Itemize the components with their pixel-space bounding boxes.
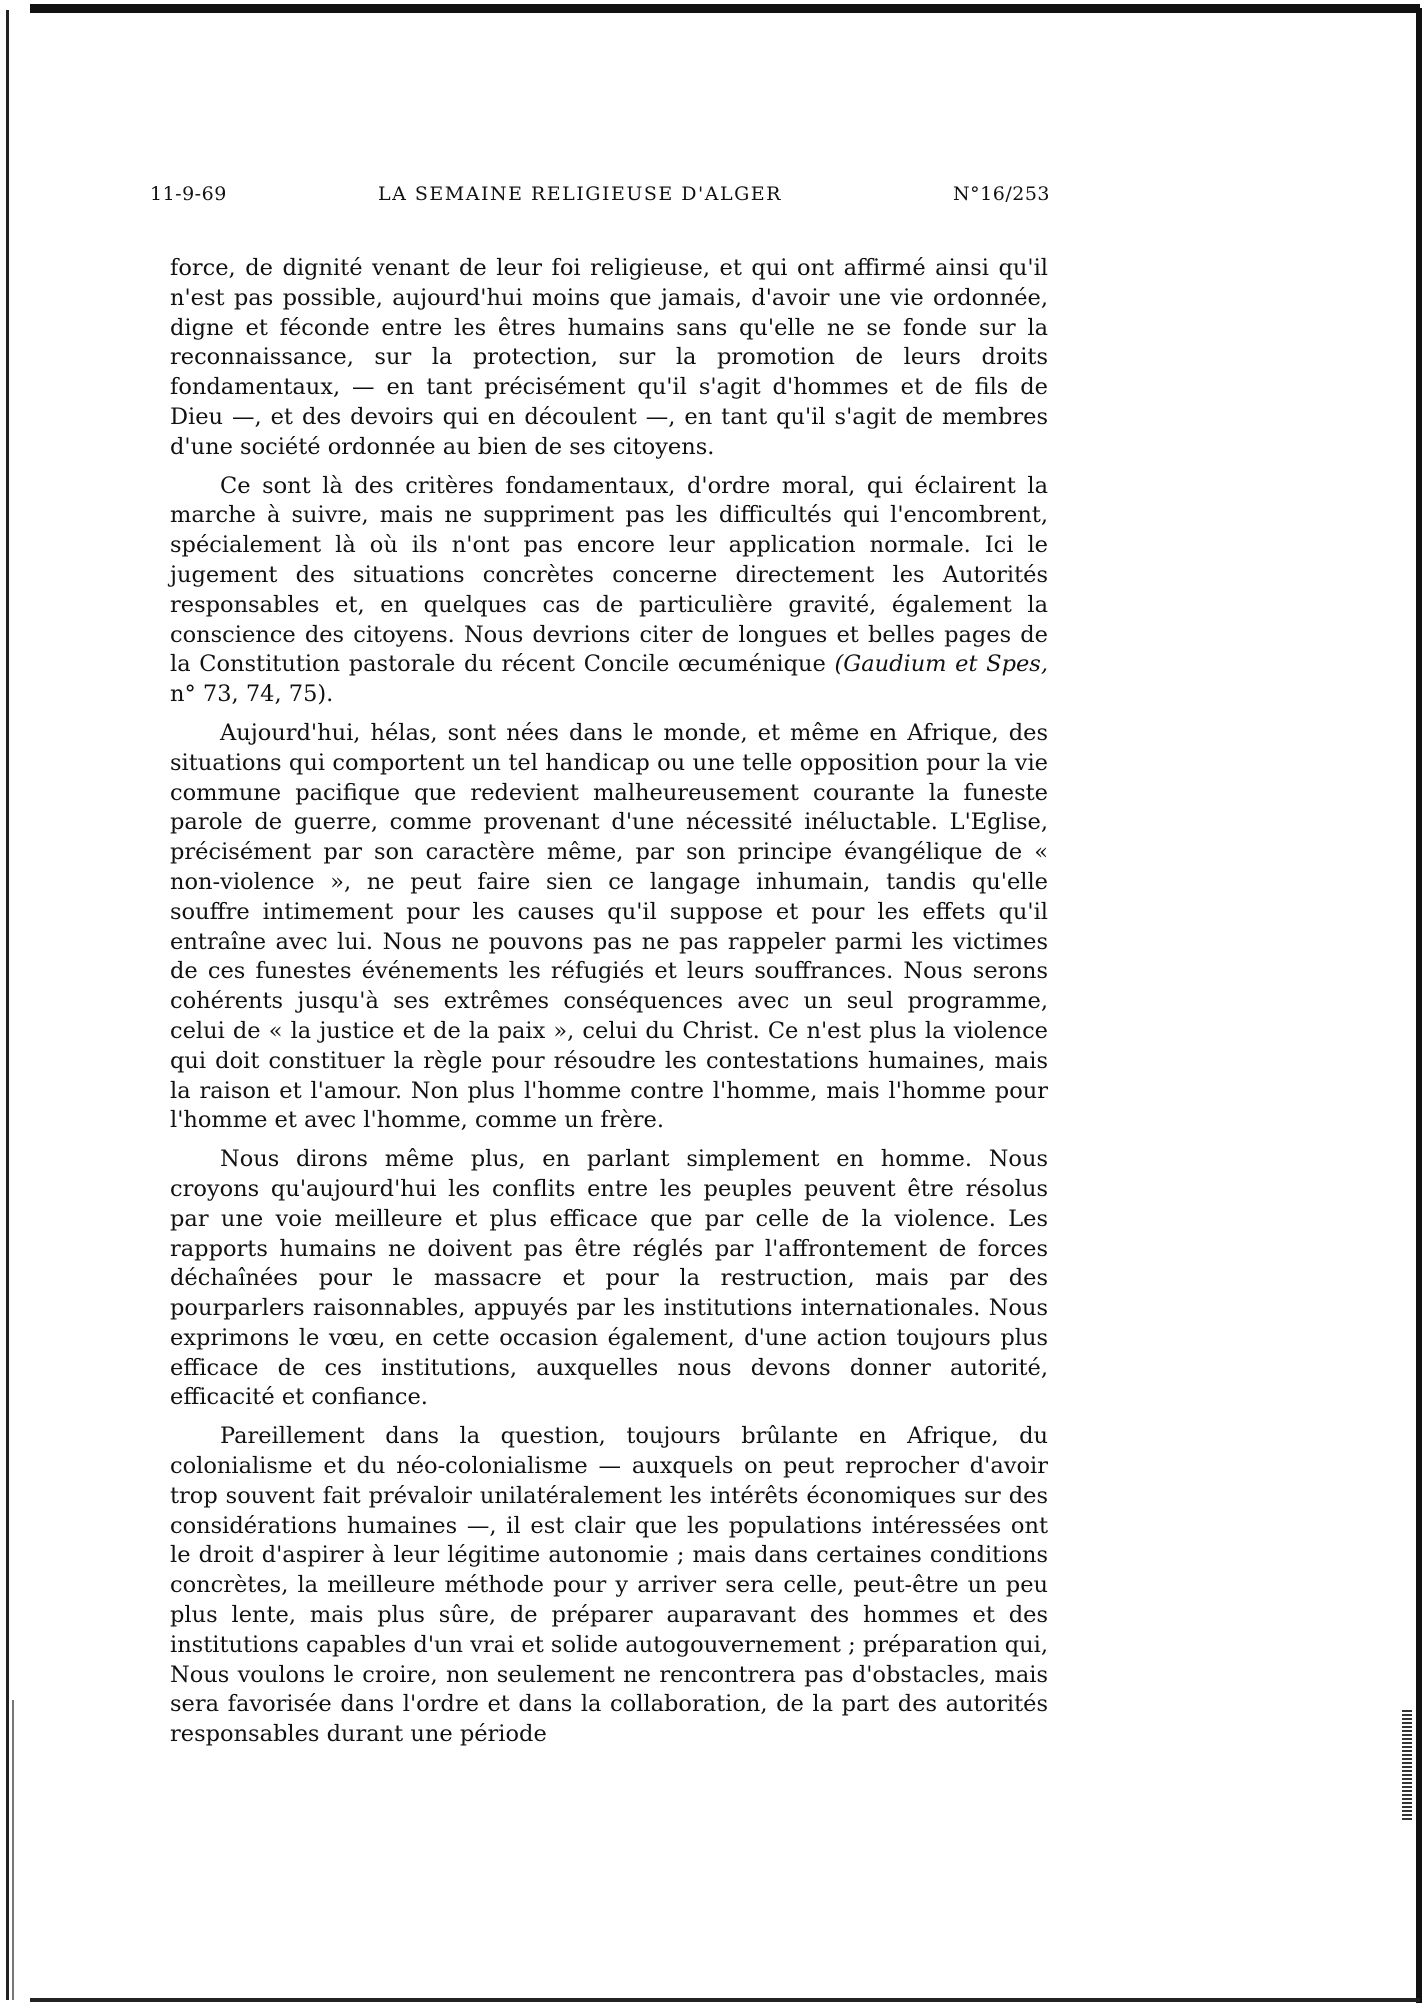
citation-title: (Gaudium et Spes, <box>834 651 1048 678</box>
scan-artifact <box>1402 1710 1412 1820</box>
scan-border-left-inner <box>12 1700 14 2000</box>
issue-number: N°16/253 <box>953 183 1050 205</box>
issue-date: 11-9-69 <box>150 183 227 205</box>
paragraph-text: Ce sont là des critères fondamentaux, d'ordre moral, qui éclairent la marche à suivre, mais ne suppriment pas les difficultés qui l'encombrent, spécialement là où ils n'ont pas encore leur application normale. Ici le jugement des situations concrètes concerne directement les Autorités responsables et, en quelques cas de particulière gravité, également la conscience des citoyens. Nous devrions citer de longues et belles pages de la Constitution pastorale du récent Concile œcuménique <box>170 472 1048 678</box>
paragraph <box>170 472 1048 710</box>
paragraph: force, de dignité venant de leur foi religieuse, et qui ont affirmé ainsi qu'il n'est pas possible, aujourd'hui moins que jamais, d'avoir une vie ordonnée, digne et féconde entre les êtres humains sans qu'elle ne se fonde sur la reconnaissance, sur la protection, sur la promotion de leurs droits fondamentaux, — en tant précisément qu'il s'agit d'hommes et de fils de Dieu —, et des devoirs qui en découlent —, en tant qu'il s'agit de membres d'une société ordonnée au bien de ses citoyens. <box>170 255 1048 460</box>
article-body <box>170 254 1048 1759</box>
scan-border-right <box>1416 8 1422 2003</box>
scan-border-bottom <box>30 1998 1420 2002</box>
citation-ref: n° 73, 74, 75). <box>170 681 334 708</box>
scan-border-left <box>6 10 9 2000</box>
scan-border-top <box>30 4 1420 13</box>
paragraph: Pareillement dans la question, toujours brûlante en Afrique, du colonialisme et du néo-colonialisme — auxquels on peut reprocher d'avoir trop souvent fait prévaloir unilatéralement les intérêts économiques sur des considérations humaines —, il est clair que les populations intéressées ont le droit d'aspirer à leur légitime autonomie ; mais dans certaines conditions concrètes, la meilleure méthode pour y arriver sera celle, peut-être un peu plus lente, mais plus sûre, de préparer auparavant des hommes et des institutions capables d'un vrai et solide autogouvernement ; préparation qui, Nous voulons le croire, non seulement ne rencontrera pas d'obstacles, mais sera favorisée dans l'ordre et dans la collaboration, de la part des autorités responsables durant une période <box>170 1423 1048 1748</box>
page-header <box>150 183 1050 213</box>
paragraph: Nous dirons même plus, en parlant simplement en homme. Nous croyons qu'aujourd'hui les conflits entre les peuples peuvent être résolus par une voie meilleure et plus efficace que par celle de la violence. Les rapports humains ne doivent pas être réglés par l'affrontement de forces déchaînées pour le massacre et pour la restruction, mais par des pourparlers raisonnables, appuyés par les institutions internationales. Nous exprimons le vœu, en cette occasion également, d'une action toujours plus efficace de ces institutions, auxquelles nous devons donner autorité, efficacité et confiance. <box>170 1146 1048 1411</box>
paragraph: Aujourd'hui, hélas, sont nées dans le monde, et même en Afrique, des situations qui comportent un tel handicap ou une telle opposition pour la vie commune pacifique que redevient malheureusement courante la funeste parole de guerre, comme provenant d'une nécessité inéluctable. L'Eglise, précisément par son caractère même, par son principe évangélique de « non-violence », ne peut faire sien ce langage inhumain, tandis qu'elle souffre intimement pour les causes qu'il suppose et pour les effets qu'il entraîne avec lui. Nous ne pouvons pas ne pas rappeler parmi les victimes de ces funestes événements les réfugiés et leurs souffrances. Nous serons cohérents jusqu'à ses extrêmes conséquences avec un seul programme, celui de « la justice et de la paix », celui du Christ. Ce n'est plus la violence qui doit constituer la règle pour résoudre les contestations humaines, mais la raison et l'amour. Non plus l'homme contre l'homme, mais l'homme pour l'homme et avec l'homme, comme un frère. <box>170 719 1048 1134</box>
publication-title: LA SEMAINE RELIGIEUSE D'ALGER <box>378 183 782 205</box>
